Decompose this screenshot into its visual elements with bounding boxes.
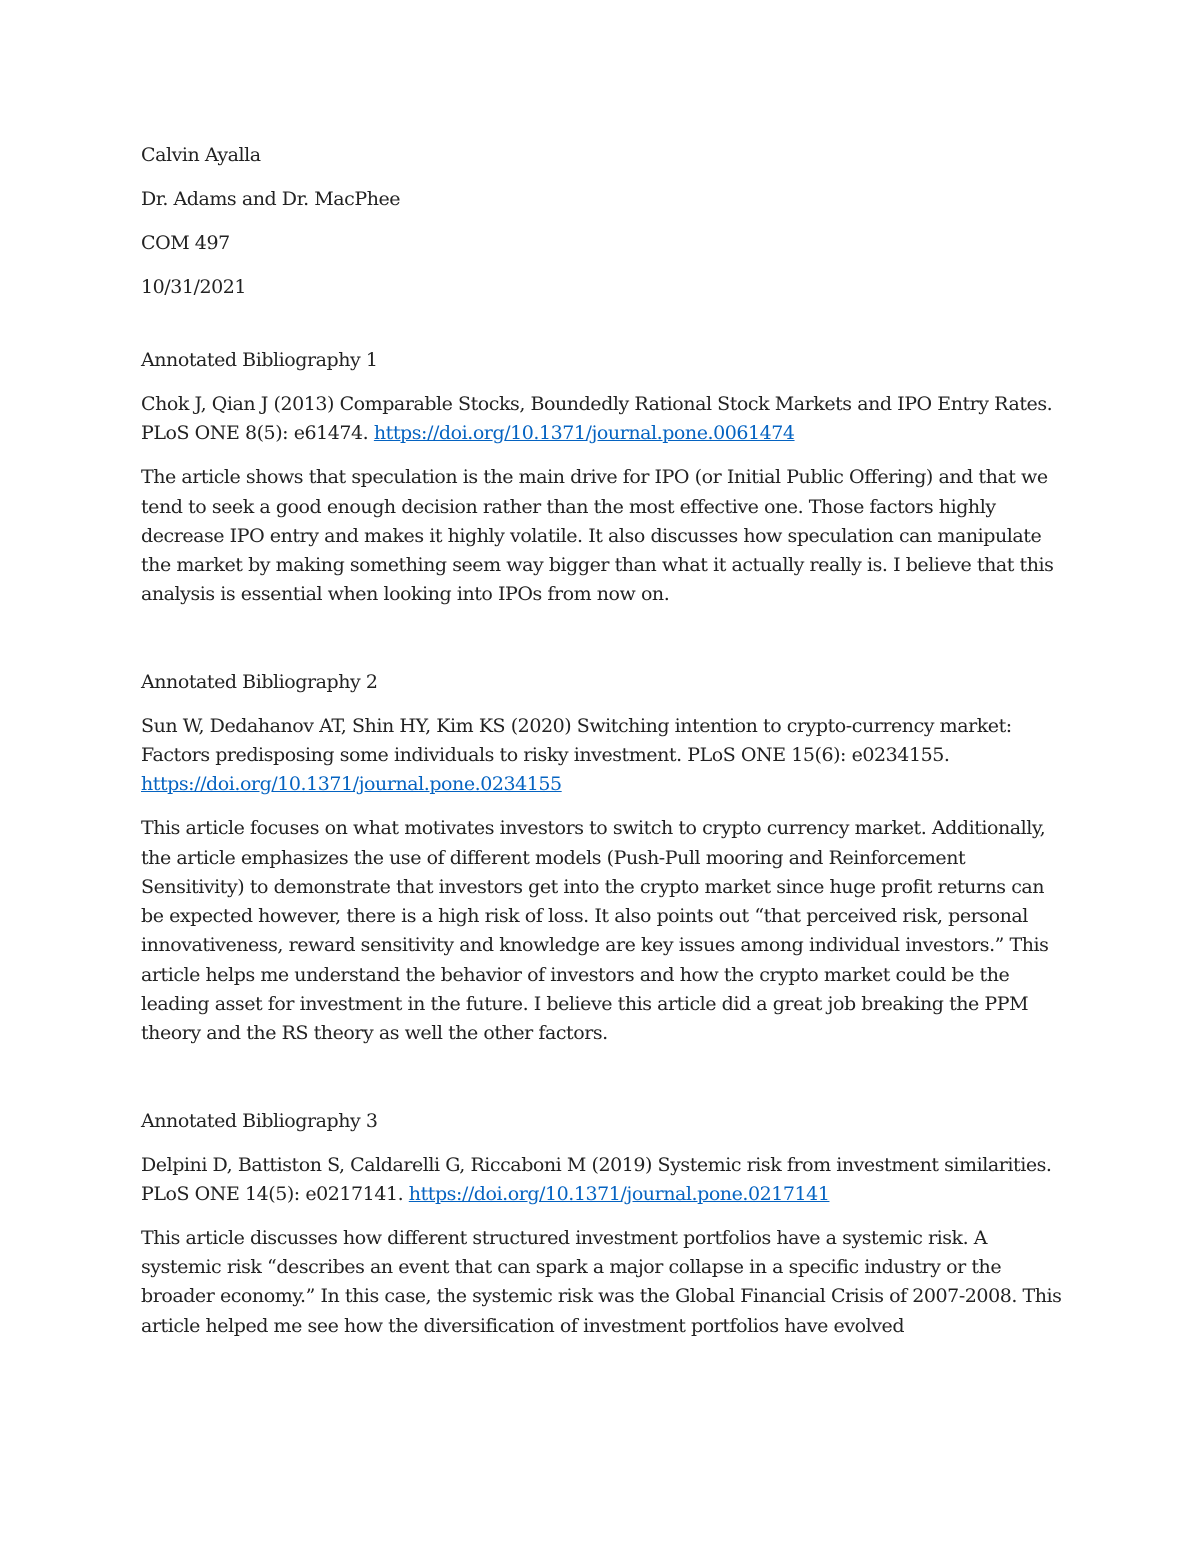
submission-date: 10/31/2021 <box>141 275 247 298</box>
entry-citation <box>141 1151 1071 1210</box>
entry-citation <box>141 390 1071 449</box>
spacer <box>141 1049 1071 1078</box>
entry-title: Annotated Bibliography 2 <box>141 670 378 693</box>
doi-link[interactable]: https://doi.org/10.1371/journal.pone.0234155 <box>141 773 562 796</box>
spacer <box>141 610 1071 639</box>
entry-annotation: This article focuses on what motivates investors to switch to crypto currency market. Additionally, the article emphasizes the use of different models (Push-Pull mooring and Reinforcement Sensitivity) to demonstrate that investors get into the crypto market since huge profit returns can be expected however, there is a high risk of loss. It also points out “that perceived risk, personal innovativeness, reward sensitivity and knowledge are key issues among individual investors.” This article helps me understand the behavior of investors and how the crypto market could be the leading asset for investment in the future. I believe this article did a great job breaking the PPM theory and the RS theory as well the other factors. <box>141 817 1049 1045</box>
course-code: COM 497 <box>141 231 230 254</box>
doi-link[interactable]: https://doi.org/10.1371/journal.pone.0217141 <box>408 1182 830 1205</box>
spacer <box>141 317 1071 346</box>
doi-link[interactable]: https://doi.org/10.1371/journal.pone.0061474 <box>373 422 795 445</box>
entry-annotation: The article shows that speculation is the main drive for IPO (or Initial Public Offering) and that we tend to seek a good enough decision rather than the most effective one. Those factors highly decrease IPO entry and makes it highly volatile. It also discusses how speculation can manipulate the market by making something seem way bigger than what it actually really is. I believe that this analysis is essential when looking into IPOs from now on. <box>141 466 1054 606</box>
citation-text: Delpini D, Battiston S, Caldarelli G, Riccaboni M (2019) Systemic risk from investment similarities. PLoS ONE 14(5): e0217141. <box>141 1153 1052 1205</box>
spacer <box>141 1078 1071 1107</box>
author-name: Calvin Ayalla <box>141 144 261 166</box>
entry-annotation: This article discusses how different structured investment portfolios have a systemic risk. A systemic risk “describes an event that can spark a major collapse in a specific industry or the broader economy.” In this case, the systemic risk was the Global Financial Crisis of 2007-2008. This article helped me see how the diversification of investment portfolios have evolved <box>141 1226 1062 1337</box>
citation-text: Sun W, Dedahanov AT, Shin HY, Kim KS (2020) Switching intention to crypto-currency market: Factors predisposing some individuals to risky investment. PLoS ONE 15(6): e0234155. <box>141 714 1012 766</box>
instructor-names: Dr. Adams and Dr. MacPhee <box>141 187 401 210</box>
entry-title: Annotated Bibliography 1 <box>141 348 378 371</box>
spacer <box>141 639 1071 668</box>
document-body <box>141 141 1071 1341</box>
entry-title: Annotated Bibliography 3 <box>141 1109 378 1132</box>
entry-citation <box>141 712 1071 800</box>
citation-text: Chok J, Qian J (2013) Comparable Stocks, Boundedly Rational Stock Markets and IPO Entry Rates. PLoS ONE 8(5): e61474. <box>141 392 1053 445</box>
